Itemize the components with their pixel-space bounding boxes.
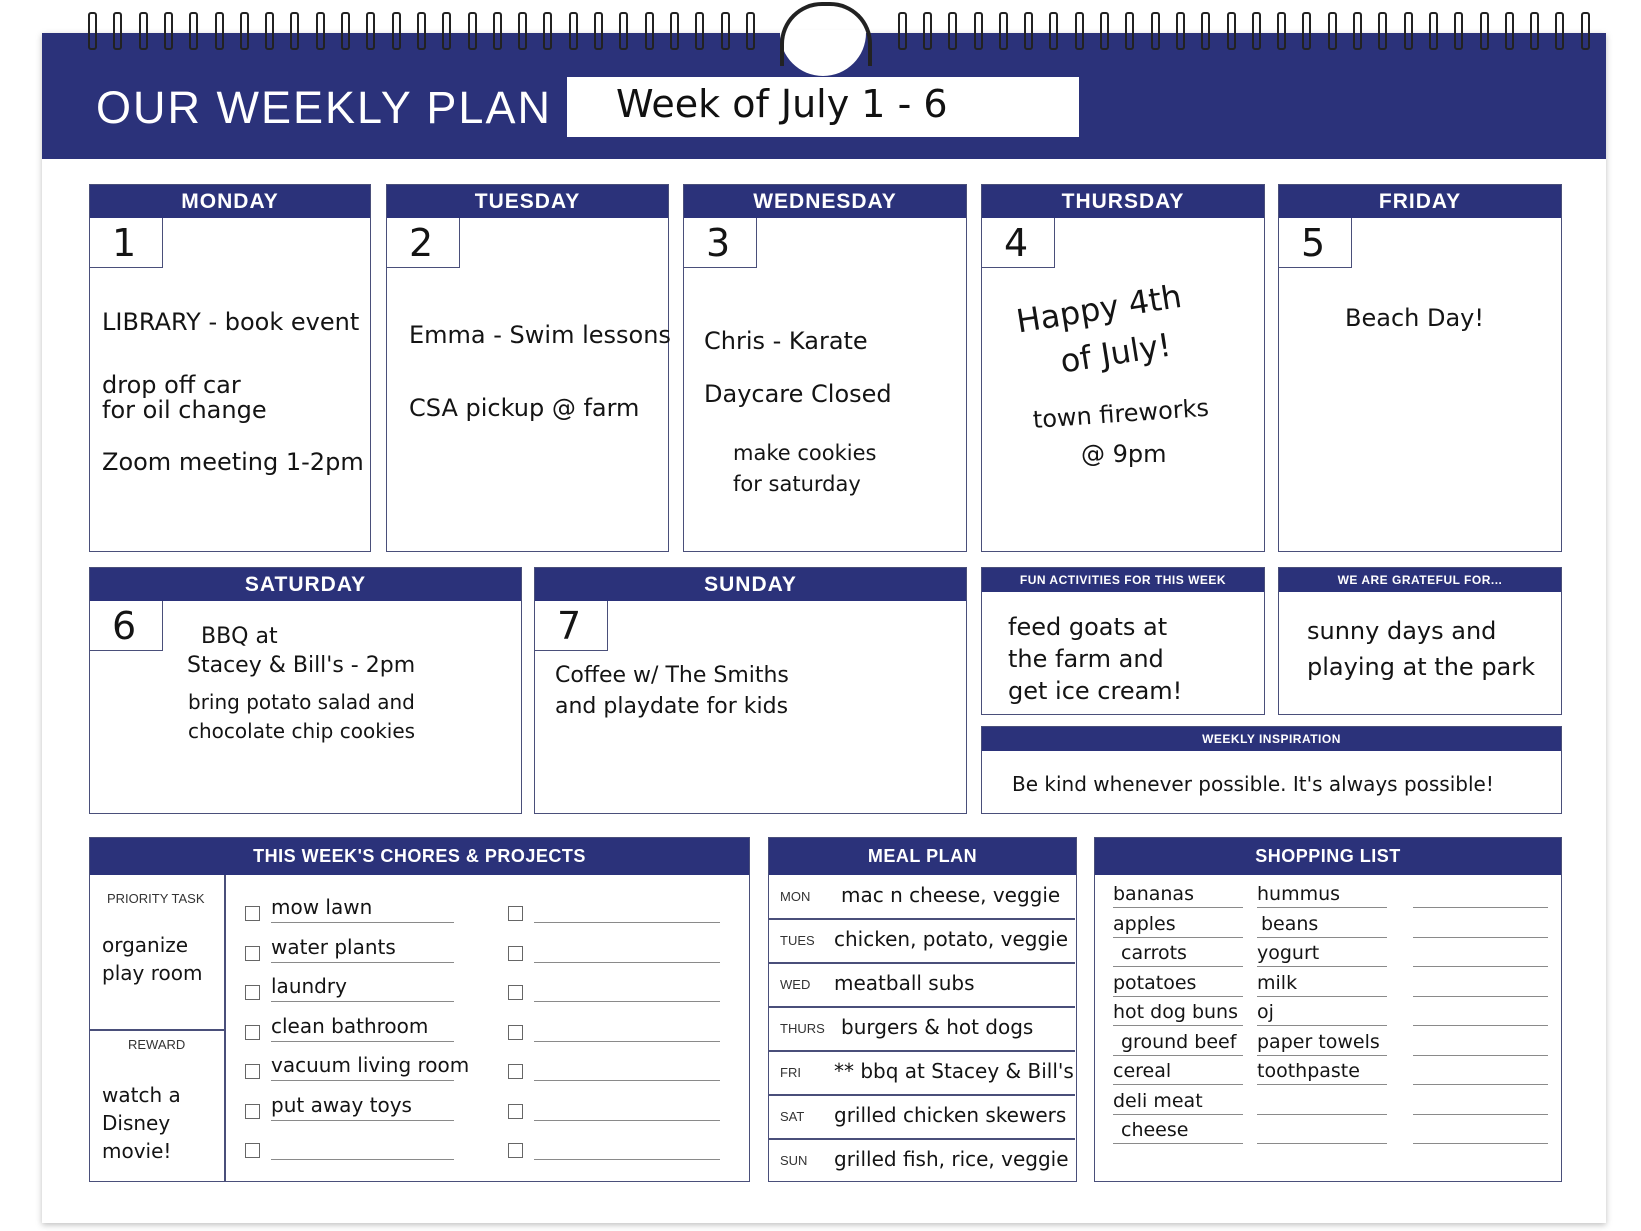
binding-coil [1201, 12, 1210, 50]
chore-item: water plants [271, 934, 396, 959]
priority-line: play room [102, 961, 203, 985]
day-number: 5 [1278, 218, 1352, 268]
reward-label: REWARD [128, 1037, 186, 1052]
shopping-line [1257, 1084, 1387, 1085]
binding-coil [1404, 12, 1413, 50]
day-card-thursday[interactable] [981, 184, 1265, 552]
shopping-line[interactable] [1413, 966, 1548, 967]
binding-coil [366, 12, 375, 50]
chore-checkbox[interactable] [508, 906, 523, 921]
chores-divider [224, 875, 226, 1181]
meal-divider [769, 1050, 1075, 1052]
inspiration-title: WEEKLY INSPIRATION [982, 727, 1561, 751]
binding-coil [1151, 12, 1160, 50]
day-note: LIBRARY - book event [102, 308, 360, 336]
shopping-item: carrots [1121, 942, 1187, 964]
shopping-line[interactable] [1413, 1143, 1548, 1144]
shopping-line [1257, 1143, 1387, 1144]
meal-item: ** bbq at Stacey & Bill's [834, 1059, 1074, 1083]
shopping-list-title: SHOPPING LIST [1095, 838, 1561, 875]
binding-coil [1252, 12, 1261, 50]
chore-checkbox[interactable] [245, 946, 260, 961]
grateful-line: playing at the park [1307, 653, 1536, 681]
meal-item: grilled fish, rice, veggie [834, 1147, 1069, 1171]
day-name: THURSDAY [982, 185, 1264, 218]
meal-divider [769, 1094, 1075, 1096]
meal-divider [769, 1006, 1075, 1008]
binding-coil [670, 12, 679, 50]
binding-coil [1049, 12, 1058, 50]
binding-coil [417, 12, 426, 50]
day-card-saturday[interactable] [89, 567, 522, 814]
shopping-item: toothpaste [1257, 1060, 1360, 1082]
binding-coil [1302, 12, 1311, 50]
shopping-list-card[interactable] [1094, 837, 1562, 1182]
chore-checkbox[interactable] [245, 985, 260, 1000]
meal-item: chicken, potato, veggie [834, 927, 1069, 951]
shopping-line [1257, 996, 1387, 997]
day-number: 1 [89, 218, 163, 268]
day-note: Stacey & Bill's - 2pm [187, 653, 416, 678]
day-note: of July! [1057, 325, 1174, 381]
binding-coil [392, 12, 401, 50]
chore-item: vacuum living room [271, 1053, 470, 1077]
day-note: town fireworks [1031, 393, 1210, 434]
chore-checkbox[interactable] [245, 1025, 260, 1040]
binding-coil [88, 12, 97, 50]
meal-day: TUES [780, 933, 815, 948]
chore-item: put away toys [271, 1092, 412, 1117]
reward-line: Disney [102, 1111, 171, 1135]
binding-coil [290, 12, 299, 50]
day-note: BBQ at [201, 624, 278, 649]
fun-activities-title: FUN ACTIVITIES FOR THIS WEEK [982, 568, 1264, 592]
shopping-line [1257, 907, 1387, 908]
chore-checkbox[interactable] [245, 906, 260, 921]
binding-coil [619, 12, 628, 50]
chore-checkbox[interactable] [508, 1025, 523, 1040]
day-note: make cookies [733, 441, 877, 465]
fun-activity-line: get ice cream! [1008, 677, 1183, 705]
binding-coil [1227, 12, 1236, 50]
reward-line: movie! [102, 1139, 172, 1163]
shopping-item: hummus [1257, 883, 1341, 905]
binding-coil [1176, 12, 1185, 50]
binding-coil [923, 12, 932, 50]
binding-coil [721, 12, 730, 50]
shopping-line[interactable] [1413, 937, 1548, 938]
day-number: 7 [534, 601, 608, 651]
day-name: SATURDAY [90, 568, 521, 601]
binding-coil [265, 12, 274, 50]
day-note: and playdate for kids [555, 694, 789, 719]
grateful-title: WE ARE GRATEFUL FOR... [1279, 568, 1561, 592]
chores-card[interactable] [89, 837, 750, 1182]
chore-line [271, 1001, 454, 1002]
chore-line[interactable] [534, 1001, 720, 1002]
day-note: Coffee w/ The Smiths [555, 663, 789, 688]
shopping-item: milk [1257, 971, 1298, 994]
chore-checkbox[interactable] [245, 1104, 260, 1119]
chore-item: clean bathroom [271, 1013, 429, 1038]
inspiration-text: Be kind whenever possible. It's always possible! [1012, 772, 1494, 796]
shopping-line[interactable] [1413, 1055, 1548, 1056]
fun-activity-line: the farm and [1008, 645, 1164, 673]
chore-checkbox[interactable] [245, 1143, 260, 1158]
meal-day: THURS [780, 1021, 825, 1036]
binding-coil [1454, 12, 1463, 50]
shopping-line[interactable] [1413, 996, 1548, 997]
day-note: Zoom meeting 1-2pm [102, 448, 364, 476]
binding-coil [898, 12, 907, 50]
chore-checkbox[interactable] [508, 985, 523, 1000]
shopping-item: hot dog buns [1113, 1001, 1238, 1023]
shopping-line [1113, 966, 1243, 967]
day-note: Beach Day! [1345, 304, 1484, 332]
shopping-item: potatoes [1113, 971, 1197, 994]
meal-item: burgers & hot dogs [841, 1015, 1034, 1039]
meal-divider [769, 918, 1075, 920]
shopping-item: beans [1261, 912, 1319, 935]
chore-line [271, 1120, 454, 1121]
binding-coil [1277, 12, 1286, 50]
fun-activity-line: feed goats at [1008, 613, 1168, 641]
binding-coil [442, 12, 451, 50]
day-note: Happy 4th [1013, 276, 1185, 341]
chore-line [271, 1080, 454, 1081]
meal-divider [769, 1138, 1075, 1140]
binding-coil [316, 12, 325, 50]
shopping-item: bananas [1113, 883, 1194, 905]
binding-coil [569, 12, 578, 50]
chore-checkbox[interactable] [508, 946, 523, 961]
meal-day: MON [780, 889, 811, 904]
binding-coil [341, 12, 350, 50]
binding-coil [1429, 12, 1438, 50]
binding-coil [493, 12, 502, 50]
week-label: Week of July 1 - 6 [616, 82, 948, 126]
shopping-line [1113, 907, 1243, 908]
meal-day: SUN [780, 1153, 808, 1168]
day-name: SUNDAY [535, 568, 966, 601]
chore-item: mow lawn [271, 895, 373, 919]
binding-coil [695, 12, 704, 50]
chore-checkbox[interactable] [508, 1064, 523, 1079]
binding-coil [1353, 12, 1362, 50]
binding-coil [139, 12, 148, 50]
day-note: bring potato salad and [188, 690, 415, 714]
priority-line: organize [102, 933, 189, 957]
binding-coil [746, 12, 755, 50]
binding-coil [1328, 12, 1337, 50]
binding-coil [974, 12, 983, 50]
binding-coil [543, 12, 552, 50]
day-number: 4 [981, 218, 1055, 268]
shopping-item: deli meat [1113, 1089, 1203, 1112]
meal-plan-title: MEAL PLAN [769, 838, 1076, 875]
shopping-line[interactable] [1413, 1114, 1548, 1115]
shopping-item: oj [1257, 1001, 1274, 1023]
shopping-item: cereal [1113, 1060, 1172, 1082]
binding-coil [189, 12, 198, 50]
fun-activities-card[interactable] [981, 567, 1265, 715]
chore-checkbox[interactable] [508, 1143, 523, 1158]
chore-checkbox[interactable] [508, 1104, 523, 1119]
chore-line[interactable] [534, 962, 720, 963]
chores-title: THIS WEEK'S CHORES & PROJECTS [90, 838, 749, 875]
chore-line[interactable] [534, 922, 720, 923]
grateful-line: sunny days and [1307, 617, 1497, 645]
day-note: Daycare Closed [704, 380, 892, 408]
binding-coil [948, 12, 957, 50]
chore-line [271, 1041, 454, 1042]
day-card-sunday[interactable] [534, 567, 967, 814]
shopping-line [1113, 996, 1243, 997]
day-card-monday[interactable] [89, 184, 371, 552]
day-card-tuesday[interactable] [386, 184, 669, 552]
binding-coil [999, 12, 1008, 50]
shopping-item: cheese [1121, 1119, 1189, 1141]
chore-line[interactable] [534, 1041, 720, 1042]
day-note: CSA pickup @ farm [409, 394, 640, 422]
binding-coil [1125, 12, 1134, 50]
shopping-line[interactable] [1413, 1025, 1548, 1026]
binding-coil [1075, 12, 1084, 50]
meal-item: meatball subs [834, 971, 975, 995]
meal-day: WED [780, 977, 811, 992]
day-note: chocolate chip cookies [188, 719, 416, 743]
shopping-item: ground beef [1121, 1030, 1237, 1053]
chore-line [271, 1159, 454, 1160]
shopping-line [1257, 937, 1387, 938]
planner-title: OUR WEEKLY PLAN [96, 82, 552, 133]
meal-divider [769, 962, 1075, 964]
binding-coil [1024, 12, 1033, 50]
meal-day: FRI [780, 1065, 801, 1080]
shopping-line [1113, 1025, 1243, 1026]
chore-checkbox[interactable] [245, 1064, 260, 1079]
inspiration-card[interactable] [981, 726, 1562, 814]
day-note: @ 9pm [1081, 440, 1167, 468]
reward-line: watch a [102, 1083, 181, 1107]
day-card-friday[interactable] [1278, 184, 1562, 552]
day-name: MONDAY [90, 185, 370, 218]
day-note: drop off car [102, 371, 241, 399]
shopping-item: yogurt [1257, 942, 1320, 964]
chore-line[interactable] [534, 1120, 720, 1121]
priority-label: PRIORITY TASK [107, 891, 205, 906]
shopping-line [1257, 966, 1387, 967]
shopping-line [1257, 1025, 1387, 1026]
day-card-wednesday[interactable] [683, 184, 967, 552]
binding-coil [645, 12, 654, 50]
shopping-line [1257, 1114, 1387, 1115]
binding-coil [1480, 12, 1489, 50]
meal-day: SAT [780, 1109, 805, 1124]
hanger-wire-icon [780, 2, 872, 66]
binding-coil [1378, 12, 1387, 50]
binding-coil [215, 12, 224, 50]
chore-line [271, 922, 454, 923]
chores-divider [90, 1029, 225, 1031]
binding-coil [594, 12, 603, 50]
shopping-line [1257, 1055, 1387, 1056]
binding-coil [468, 12, 477, 50]
day-note: Emma - Swim lessons [409, 321, 671, 349]
chore-line[interactable] [534, 1159, 720, 1160]
binding-coil [518, 12, 527, 50]
shopping-line [1113, 1114, 1243, 1115]
day-name: TUESDAY [387, 185, 668, 218]
chore-line [271, 962, 454, 963]
day-number: 6 [89, 601, 163, 651]
day-name: WEDNESDAY [684, 185, 966, 218]
shopping-item: paper towels [1257, 1030, 1380, 1053]
binding-coil [1555, 12, 1564, 50]
day-number: 3 [683, 218, 757, 268]
day-note: for oil change [102, 396, 267, 424]
shopping-item: apples [1113, 912, 1176, 935]
binding-coil [164, 12, 173, 50]
day-note: Chris - Karate [704, 327, 868, 355]
day-number: 2 [386, 218, 460, 268]
binding-coil [1530, 12, 1539, 50]
shopping-line[interactable] [1413, 907, 1548, 908]
chore-line[interactable] [534, 1080, 720, 1081]
grateful-card[interactable] [1278, 567, 1562, 715]
meal-item: grilled chicken skewers [834, 1103, 1067, 1127]
binding-coil [1581, 12, 1590, 50]
meal-item: mac n cheese, veggie [841, 883, 1061, 907]
meal-plan-card[interactable] [768, 837, 1077, 1182]
binding-coil [1100, 12, 1109, 50]
shopping-line [1113, 937, 1243, 938]
binding-coil [113, 12, 122, 50]
day-note: for saturday [733, 472, 861, 496]
shopping-line [1113, 1143, 1243, 1144]
binding-coil [240, 12, 249, 50]
chore-item: laundry [271, 974, 347, 998]
day-name: FRIDAY [1279, 185, 1561, 218]
shopping-line[interactable] [1413, 1084, 1548, 1085]
shopping-line [1113, 1055, 1243, 1056]
shopping-line [1113, 1084, 1243, 1085]
binding-coil [1505, 12, 1514, 50]
